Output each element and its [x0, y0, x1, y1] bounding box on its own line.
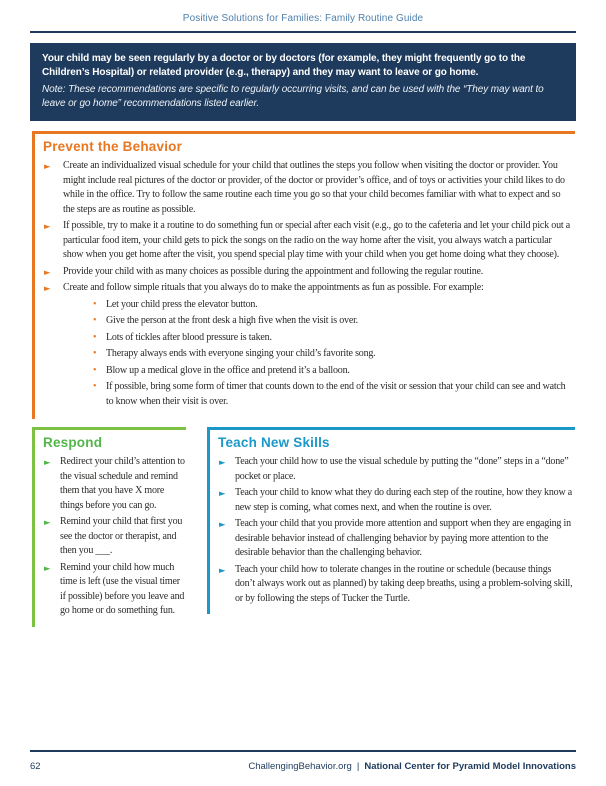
list-item — [218, 455, 573, 484]
arrow-bullet-icon: ► — [219, 565, 226, 576]
prevent-bullet-list — [43, 159, 573, 296]
arrow-bullet-icon: ► — [44, 162, 51, 172]
footer-separator: | — [356, 761, 360, 772]
list-item — [93, 380, 573, 409]
bullet-text: Provide your child with as many choices as possible during the appointment and following the regular routine. — [63, 265, 484, 277]
footer-org-name: National Center for Pyramid Model Innovations — [364, 761, 576, 772]
list-item — [218, 517, 573, 561]
arrow-bullet-icon: ► — [44, 518, 51, 528]
header-divider — [30, 31, 576, 33]
list-item — [43, 281, 573, 296]
dot-bullet-icon: • — [93, 331, 97, 343]
running-header — [0, 0, 606, 24]
list-item — [93, 347, 573, 362]
routine-banner — [30, 43, 576, 121]
dot-bullet-icon: • — [93, 348, 97, 359]
list-item — [218, 563, 573, 607]
arrow-bullet-icon: ► — [219, 489, 226, 499]
bullet-text: If possible, bring some form of timer that counts down to the end of the visit or session that your child can see and watch to know when their visit is over. — [106, 381, 566, 407]
arrow-bullet-icon: ► — [44, 458, 51, 468]
arrow-bullet-icon: ► — [44, 267, 51, 278]
list-item — [93, 298, 573, 313]
dot-bullet-icon: • — [93, 381, 97, 392]
page-number: 62 — [30, 761, 41, 772]
bullet-text: Teach your child that you provide more attention and support when they are engaging in desirable behavior instead of challenging behavior by paying more attention to the desirable behavior than the challenging behavior. — [235, 518, 571, 558]
prevent-heading: Prevent the Behavior — [43, 139, 183, 154]
arrow-bullet-icon: ► — [44, 222, 51, 232]
list-item — [43, 455, 186, 513]
teach-heading: Teach New Skills — [218, 435, 330, 450]
list-item — [93, 364, 573, 379]
bullet-text: Create an individualized visual schedule for your child that outlines the steps you follow when visiting the doctor or provider. You might include real pictures of the doctor or provider, of the doctor or provider’s office, and of toys or activities your child likes to do while in the office. Try to follow the same routine each time you go so that your child becomes familiar with what to expect and so the steps are as routine as possible. — [63, 160, 565, 215]
list-item — [43, 515, 186, 559]
banner-note-text: Note: These recommendations are specific to regularly occurring visits, and can be used with the “They may want to leave or go home” recommendations listed earlier. — [42, 84, 544, 109]
list-item — [93, 314, 573, 329]
bullet-text: Teach your child to know what they do during each step of the routine, how they know a new step is coming, what comes next, and when the routine is over. — [235, 487, 573, 513]
arrow-bullet-icon: ► — [44, 563, 51, 574]
bullet-text: If possible, try to make it a routine to do something fun or special after each visit (e.g., go to the cafeteria and let your child pick out a particular food item, your child gets to pick the songs on the radio on the way home after the visit, you always watch a particular show when you get home after the visit, you spend special play time with your child when you get home doing what they choose). — [63, 220, 570, 260]
bullet-text: Let your child press the elevator button. — [106, 298, 258, 310]
list-item — [43, 219, 573, 263]
document-title: Positive Solutions for Families: Family Routine Guide — [182, 13, 424, 24]
prevent-example-list — [43, 298, 573, 410]
page-footer — [30, 750, 576, 772]
list-item — [43, 265, 573, 280]
bullet-text: Teach your child how to tolerate changes in the routine or schedule (because things don’t always work out as planned) by taking deep breaths, using a problem-solving skill, or by following the steps of Tucker the Turtle. — [235, 563, 573, 604]
bullet-text: Lots of tickles after blood pressure is taken. — [106, 331, 272, 343]
dot-bullet-icon: • — [93, 315, 97, 326]
bullet-text: Therapy always ends with everyone singing your child’s favorite song. — [106, 348, 376, 359]
respond-section — [32, 427, 186, 627]
arrow-bullet-icon: ► — [219, 458, 226, 468]
list-item — [93, 331, 573, 346]
bullet-text: Remind your child that first you see the doctor or therapist, and then you ___. — [60, 516, 183, 556]
bullet-text: Remind your child how much time is left (use the visual timer if possible) before you leave and go home or do something fun. — [60, 561, 185, 616]
dot-bullet-icon: • — [93, 298, 97, 310]
banner-bold-text: Your child may be seen regularly by a doctor or by doctors (for example, they might frequently go to the Children’s Hospital) or related provider (e.g., therapy) and they may want to leave or go home. — [42, 53, 526, 78]
footer-site-link[interactable]: ChallengingBehavior.org — [248, 761, 352, 772]
arrow-bullet-icon: ► — [44, 284, 51, 294]
bullet-text: Give the person at the front desk a high five when the visit is over. — [106, 315, 358, 326]
dot-bullet-icon: • — [93, 364, 97, 376]
prevent-behavior-section — [32, 131, 575, 419]
bullet-text: Redirect your child’s attention to the visual schedule and remind them that you have X more things before you can go. — [60, 456, 185, 511]
teach-new-skills-section — [207, 427, 575, 614]
respond-heading: Respond — [43, 435, 103, 450]
respond-bullet-list — [43, 455, 186, 619]
two-column-area — [32, 427, 575, 627]
arrow-bullet-icon: ► — [219, 520, 226, 530]
footer-credit — [248, 761, 576, 772]
list-item — [218, 486, 573, 515]
list-item — [43, 561, 186, 619]
bullet-text: Create and follow simple rituals that you always do to make the appointments as fun as possible. For example: — [63, 282, 484, 293]
list-item — [43, 159, 573, 217]
bullet-text: Teach your child how to use the visual schedule by putting the “done” steps in a “done” pocket or place. — [235, 456, 569, 482]
bullet-text: Blow up a medical glove in the office and pretend it’s a balloon. — [106, 364, 350, 376]
teach-bullet-list — [218, 455, 573, 606]
